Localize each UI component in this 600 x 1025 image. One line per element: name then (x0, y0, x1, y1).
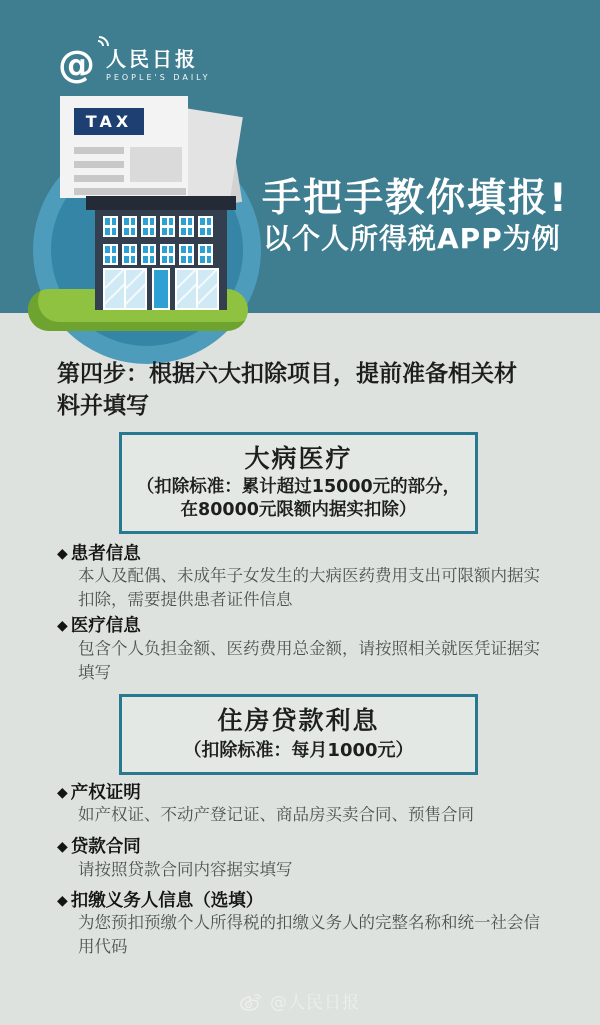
item-desc-withholding-agent: 为您预扣预缴个人所得税的扣缴义务人的完整名称和统一社会信用代码 (78, 913, 540, 956)
newspaper-line (74, 161, 124, 168)
diamond-bullet-icon: ◆ (57, 893, 68, 909)
logo-name: 人民日报 (106, 47, 198, 71)
building-doors (103, 268, 219, 310)
window-icon (179, 244, 194, 265)
step-heading: 第四步：根据六大扣除项目，提前准备相关材料并填写 (57, 361, 517, 419)
box-note-line1: （扣除标准：每月1000元） (183, 740, 414, 761)
building-windows (103, 216, 219, 265)
logo-subtitle: PEOPLE'S DAILY (106, 73, 211, 82)
hero-title-line2: 以个人所得税APP为例 (263, 222, 561, 255)
box-title: 住房贷款利息 (217, 706, 380, 735)
newspaper-line (74, 188, 186, 195)
diamond-bullet-icon: ◆ (57, 618, 68, 634)
building-roof (86, 196, 236, 210)
window-icon (141, 244, 156, 265)
peoples-daily-logo (58, 42, 210, 88)
item-label-loan-contract: ◆ 贷款合同 (57, 837, 141, 857)
footer-credit-text: @人民日报 (270, 993, 360, 1013)
window-icon (122, 244, 137, 265)
deduction-box-mortgage (119, 694, 478, 775)
window-icon (103, 244, 118, 265)
window-icon (160, 216, 175, 237)
door-icon (152, 268, 170, 310)
window-icon (103, 216, 118, 237)
megaphone-at-icon: @ (58, 42, 100, 88)
item-label-medical-info: ◆ 医疗信息 (57, 616, 141, 636)
newspaper-line (74, 147, 124, 154)
item-label-patient-info: ◆ 患者信息 (57, 544, 141, 564)
weibo-icon (240, 991, 264, 1011)
diamond-bullet-icon: ◆ (57, 546, 68, 562)
newspaper-line (74, 175, 124, 182)
diamond-bullet-icon: ◆ (57, 839, 68, 855)
hero-title-line1: 手把手教你填报! (262, 176, 569, 221)
window-icon (198, 244, 213, 265)
item-label-withholding-agent: ◆ 扣缴义务人信息（选填） (57, 891, 264, 911)
box-note-line2: 在80000元限额内据实扣除） (180, 500, 417, 520)
hero-section (0, 0, 600, 313)
door-icon (175, 268, 219, 310)
logo-text (106, 42, 210, 82)
tax-newspaper (60, 96, 188, 198)
item-desc-medical-info: 包含个人负担金额、医药费用总金额，请按照相关就医凭证据实填写 (78, 639, 540, 682)
window-icon (198, 216, 213, 237)
box-title: 大病医疗 (244, 444, 353, 473)
diamond-bullet-icon: ◆ (57, 785, 68, 801)
newspaper-photo-block (130, 147, 182, 182)
tax-masthead: TAX (74, 108, 144, 135)
window-icon (160, 244, 175, 265)
door-icon (103, 268, 147, 310)
item-desc-loan-contract: 请按照贷款合同内容据实填写 (78, 860, 293, 879)
item-desc-property-cert: 如产权证、不动产登记证、商品房买卖合同、预售合同 (78, 805, 474, 824)
window-icon (141, 216, 156, 237)
footer-credit (0, 988, 600, 1013)
item-label-property-cert: ◆ 产权证明 (57, 783, 141, 803)
window-icon (179, 216, 194, 237)
item-desc-patient-info: 本人及配偶、未成年子女发生的大病医药费用支出可限额内据实扣除，需要提供患者证件信息 (78, 566, 540, 609)
window-icon (122, 216, 137, 237)
deduction-box-medical (119, 432, 478, 534)
box-note-line1: （扣除标准：累计超过15000元的部分， (136, 477, 461, 497)
